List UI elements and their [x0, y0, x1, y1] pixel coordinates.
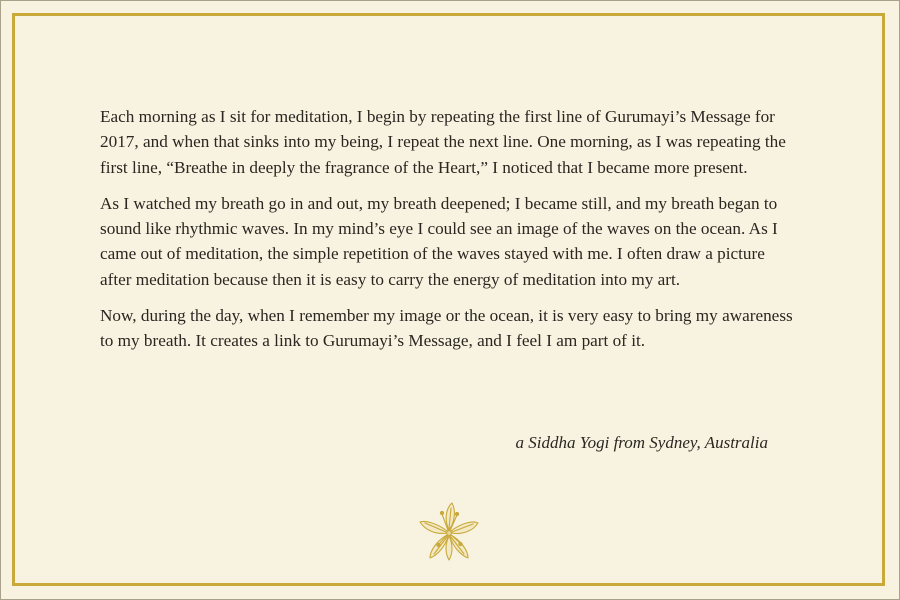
paragraph-2: As I watched my breath go in and out, my breath deepened; I became still, and my breath began to sound like rhythmic waves. In my mind’s eye I could see an image of the waves on the ocean. As I came out of meditation, the simple repetition of the waves stayed with me. I often draw a picture after meditation because then it is easy to carry the energy of meditation into my art.: [100, 193, 778, 289]
attribution: a Siddha Yogi from Sydney, Australia: [515, 433, 768, 452]
message-text: [100, 104, 800, 365]
lily-flower-icon: [416, 500, 482, 562]
paragraph-3: Now, during the day, when I remember my image or the ocean, it is very easy to bring my awareness to my breath. It creates a link to Gurumayi’s Message, and I feel I am part of it.: [100, 306, 793, 351]
paragraph-1: Each morning as I sit for meditation, I begin by repeating the first line of Gurumayi’s Message for 2017, and when that sinks into my being, I repeat the next line. One morning, as I was repeating the first line, “Breathe in deeply the fragrance of the Heart,” I noticed that I became more present.: [100, 107, 786, 177]
